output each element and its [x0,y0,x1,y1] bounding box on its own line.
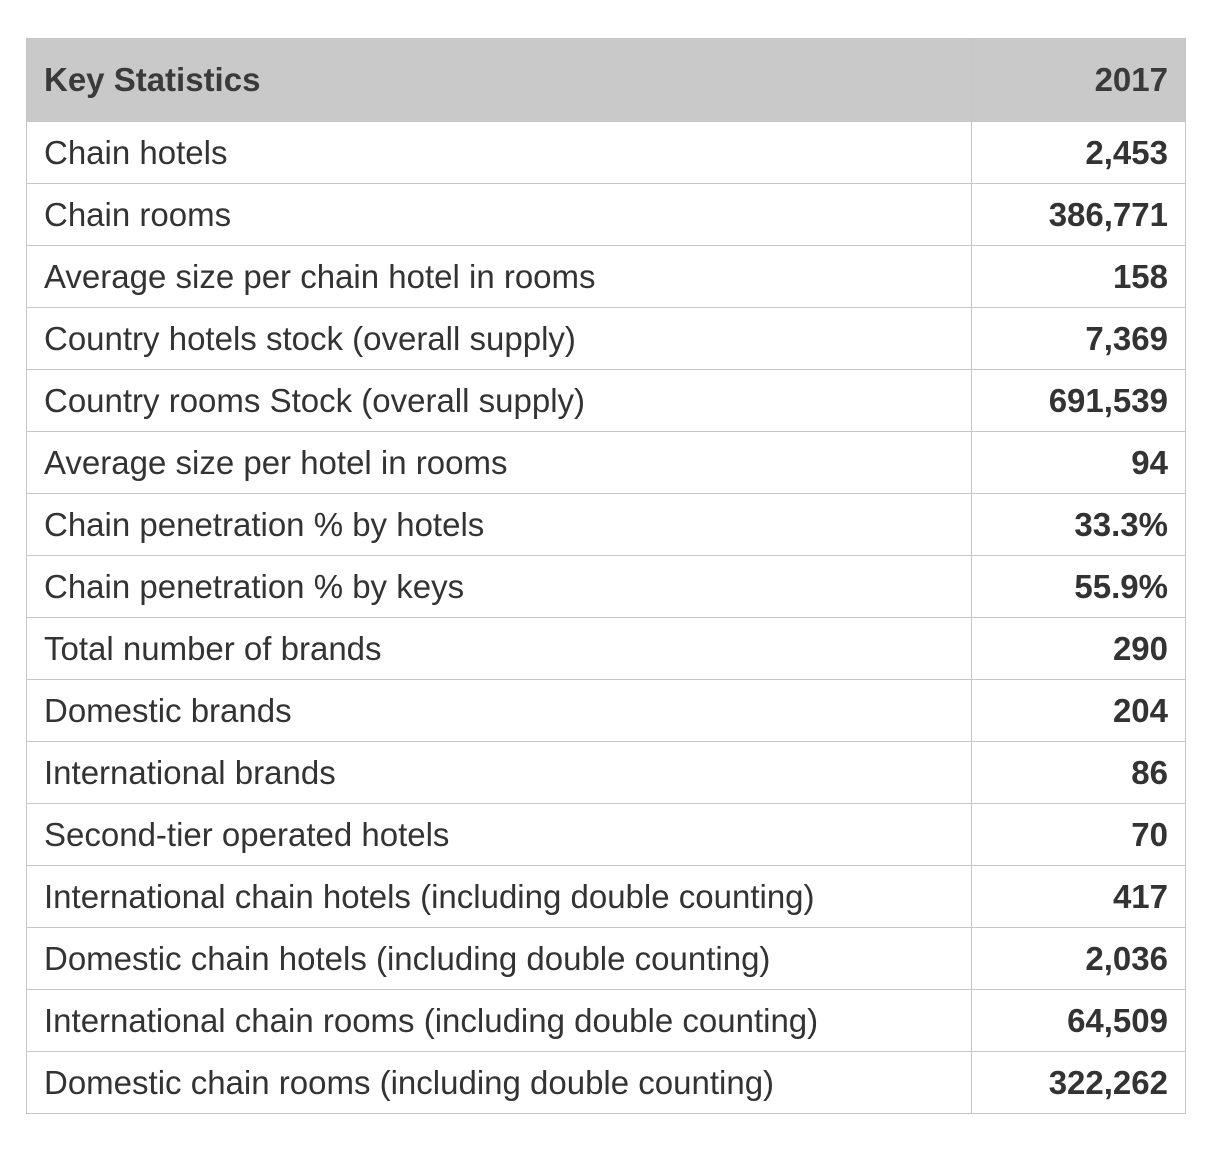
row-label: Country hotels stock (overall supply) [27,308,972,370]
row-value: 2,453 [972,122,1186,184]
row-label: Chain hotels [27,122,972,184]
table-row [27,804,1186,866]
key-statistics-table [26,38,1186,1114]
row-label: Total number of brands [27,618,972,680]
row-value: 158 [972,246,1186,308]
table-row [27,990,1186,1052]
row-label: International chain hotels (including double counting) [27,866,972,928]
table-row [27,618,1186,680]
table-row [27,246,1186,308]
table-row [27,308,1186,370]
row-value: 86 [972,742,1186,804]
row-label: International chain rooms (including double counting) [27,990,972,1052]
table-row [27,866,1186,928]
row-label: Chain penetration % by keys [27,556,972,618]
row-label: Average size per hotel in rooms [27,432,972,494]
row-value: 7,369 [972,308,1186,370]
column-header-year: 2017 [972,39,1186,122]
row-label: Domestic chain rooms (including double counting) [27,1052,972,1114]
row-value: 94 [972,432,1186,494]
table-row [27,370,1186,432]
table-header-row [27,39,1186,122]
row-label: Average size per chain hotel in rooms [27,246,972,308]
table-row [27,928,1186,990]
table-row [27,1052,1186,1114]
row-label: Second-tier operated hotels [27,804,972,866]
row-value: 204 [972,680,1186,742]
row-label: Domestic chain hotels (including double counting) [27,928,972,990]
row-value: 64,509 [972,990,1186,1052]
row-label: Domestic brands [27,680,972,742]
table-row [27,494,1186,556]
table-row [27,680,1186,742]
row-value: 691,539 [972,370,1186,432]
row-label: Country rooms Stock (overall supply) [27,370,972,432]
column-header-key-statistics: Key Statistics [27,39,972,122]
row-label: Chain penetration % by hotels [27,494,972,556]
row-value: 55.9% [972,556,1186,618]
row-value: 2,036 [972,928,1186,990]
row-value: 322,262 [972,1052,1186,1114]
table-row [27,122,1186,184]
row-label: International brands [27,742,972,804]
table-row [27,556,1186,618]
table-row [27,432,1186,494]
row-value: 33.3% [972,494,1186,556]
row-value: 386,771 [972,184,1186,246]
table-row [27,184,1186,246]
table-row [27,742,1186,804]
row-value: 417 [972,866,1186,928]
row-label: Chain rooms [27,184,972,246]
row-value: 70 [972,804,1186,866]
row-value: 290 [972,618,1186,680]
